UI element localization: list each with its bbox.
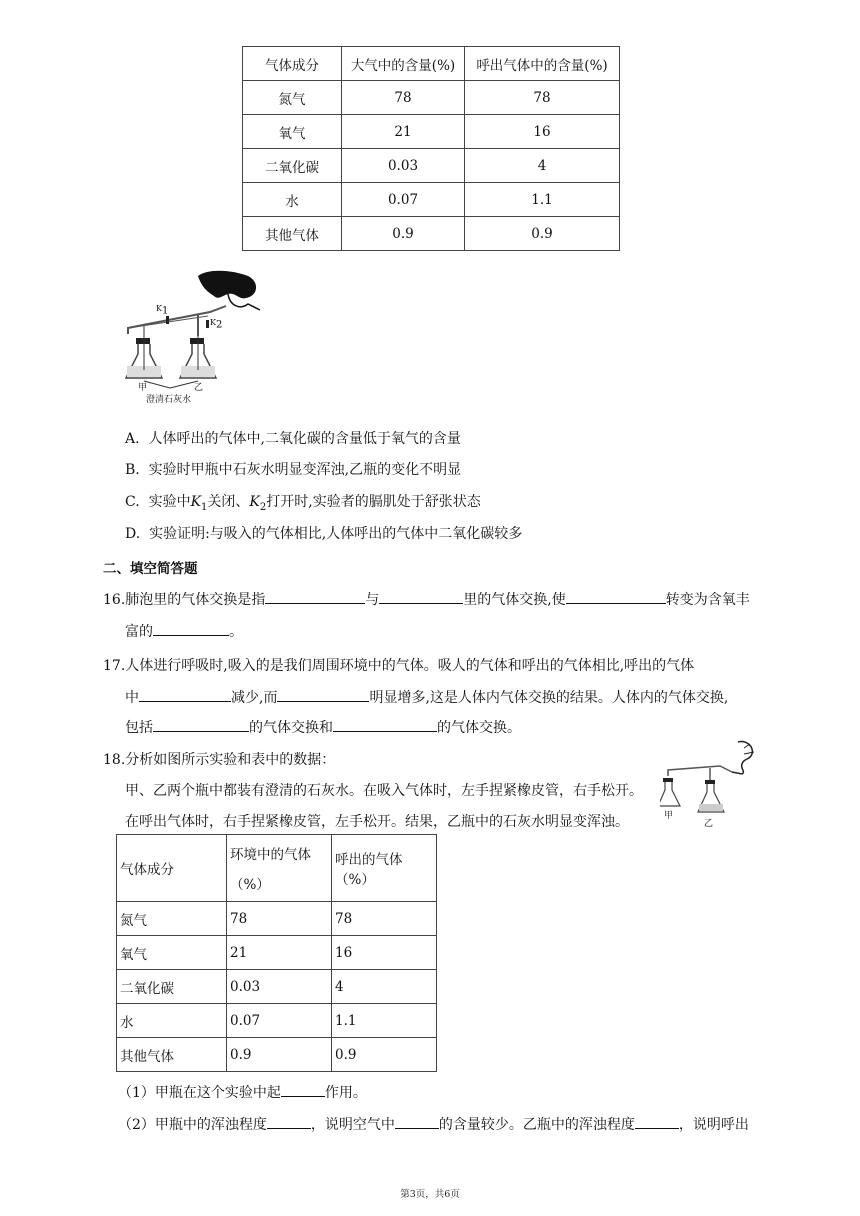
answer-blank[interactable] (395, 1114, 439, 1129)
table-cell: 4 (465, 149, 620, 183)
answer-blank[interactable] (566, 589, 666, 604)
section-title: 二、填空简答题 (103, 561, 198, 577)
table-cell: 21 (227, 936, 332, 970)
answer-blank[interactable] (379, 589, 463, 604)
table-cell: 二氧化碳 (243, 149, 342, 183)
header-cell: 气体成分 (117, 835, 227, 902)
answer-blank[interactable] (267, 1114, 311, 1129)
table-cell: 氧气 (117, 936, 227, 970)
header-cell: 呼出气体中的含量(%) (465, 47, 620, 81)
sub-question-2: （2）甲瓶中的浑浊程度 ，说明空气中 的含量较少。乙瓶中的浑浊程度 ，说明呼出 (118, 1114, 749, 1134)
table-cell: 0.07 (342, 183, 465, 217)
table-cell: 0.03 (342, 149, 465, 183)
question-18-line2: 甲、乙两个瓶中都装有澄清的石灰水。在吸入气体时，左手捏紧橡皮管，右手松开。 (125, 783, 643, 799)
table-cell: 21 (342, 115, 465, 149)
option-d: D. 实验证明:与吸入的气体相比,人体呼出的气体中二氧化碳较多 (125, 526, 523, 542)
answer-blank[interactable] (281, 1082, 325, 1097)
flask-jia-label: 甲 (138, 383, 148, 393)
page-footer: 第3页，共6页 (400, 1189, 460, 1200)
table-row (243, 81, 620, 115)
table-row (117, 902, 437, 936)
table-cell: 16 (332, 936, 437, 970)
table-cell: 0.07 (227, 1004, 332, 1038)
table-cell: 78 (227, 902, 332, 936)
gas-table-1 (242, 46, 620, 251)
flask-yi-label: 乙 (704, 819, 714, 829)
flask-jia-label: 甲 (664, 811, 674, 821)
table-cell: 78 (332, 902, 437, 936)
gas-table-2 (116, 834, 437, 1072)
table-cell: 其他气体 (117, 1038, 227, 1072)
answer-blank[interactable] (635, 1114, 679, 1129)
table-cell: 0.9 (332, 1038, 437, 1072)
option-b: B. 实验时甲瓶中石灰水明显变浑浊,乙瓶的变化不明显 (125, 462, 462, 478)
table-cell: 水 (243, 183, 342, 217)
table-row (117, 936, 437, 970)
header-cell: 环境中的气体 （%） (227, 835, 332, 902)
answer-blank[interactable] (139, 687, 231, 702)
table-row (117, 1038, 437, 1072)
table-cell: 1.1 (465, 183, 620, 217)
header-cell: 气体成分 (243, 47, 342, 81)
table-cell: 水 (117, 1004, 227, 1038)
question-16-cont: 富的 。 (125, 621, 243, 641)
table-row (117, 1004, 437, 1038)
table-cell: 4 (332, 970, 437, 1004)
table-row (243, 183, 620, 217)
answer-blank[interactable] (265, 589, 365, 604)
answer-blank[interactable] (153, 621, 229, 636)
table-row (243, 217, 620, 251)
table-cell: 二氧化碳 (117, 970, 227, 1004)
answer-blank[interactable] (153, 717, 249, 732)
option-a: A. 人体呼出的气体中,二氧化碳的含量低于氧气的含量 (125, 431, 461, 447)
table-cell: 氮气 (117, 902, 227, 936)
header-cell: 呼出的气体（%） (332, 835, 437, 902)
table-cell: 16 (465, 115, 620, 149)
figure-caption: 澄清石灰水 (146, 395, 192, 405)
sub-question-1: （1）甲瓶在这个实验中起 作用。 (118, 1082, 367, 1102)
k1-label: $K_1$ (156, 304, 169, 317)
table-cell: 0.9 (465, 217, 620, 251)
table-cell: 氮气 (243, 81, 342, 115)
table-row (243, 115, 620, 149)
k2-label: $K_2$ (210, 318, 223, 331)
table-cell: 0.9 (342, 217, 465, 251)
table-cell: 78 (342, 81, 465, 115)
table-row (243, 149, 620, 183)
question-17-line2: 中 减少,而 明显增多,这是人体内气体交换的结果。人体内的气体交换, (125, 687, 728, 707)
breathing-apparatus-figure (118, 266, 268, 406)
table-cell: 0.03 (227, 970, 332, 1004)
question-16: 16.肺泡里的气体交换是指 与 里的气体交换,使 转变为含氧丰 (103, 589, 750, 609)
table-cell: 其他气体 (243, 217, 342, 251)
answer-blank[interactable] (333, 717, 437, 732)
question-18-line3: 在呼出气体时，右手捏紧橡皮管，左手松开。结果，乙瓶中的石灰水明显变浑浊。 (125, 814, 629, 830)
option-c: C. 实验中$K_1$关闭、$K_2$打开时,实验者的膈肌处于舒张状态 (125, 494, 481, 513)
question-17-line3: 包括 的气体交换和 的气体交换。 (125, 717, 521, 737)
table-cell: 1.1 (332, 1004, 437, 1038)
question-17: 17.人体进行呼吸时,吸入的是我们周围环境中的气体。吸人的气体和呼出的气体相比,呼出的气体 (103, 658, 695, 674)
table-cell: 78 (465, 81, 620, 115)
answer-blank[interactable] (277, 687, 369, 702)
table-row (117, 970, 437, 1004)
header-cell: 大气中的含量(%) (342, 47, 465, 81)
table-cell: 0.9 (227, 1038, 332, 1072)
breathing-apparatus-figure-small (660, 740, 760, 830)
flask-yi-label: 乙 (194, 383, 204, 393)
question-18: 18.分析如图所示实验和表中的数据： (103, 752, 336, 768)
table-cell: 氧气 (243, 115, 342, 149)
